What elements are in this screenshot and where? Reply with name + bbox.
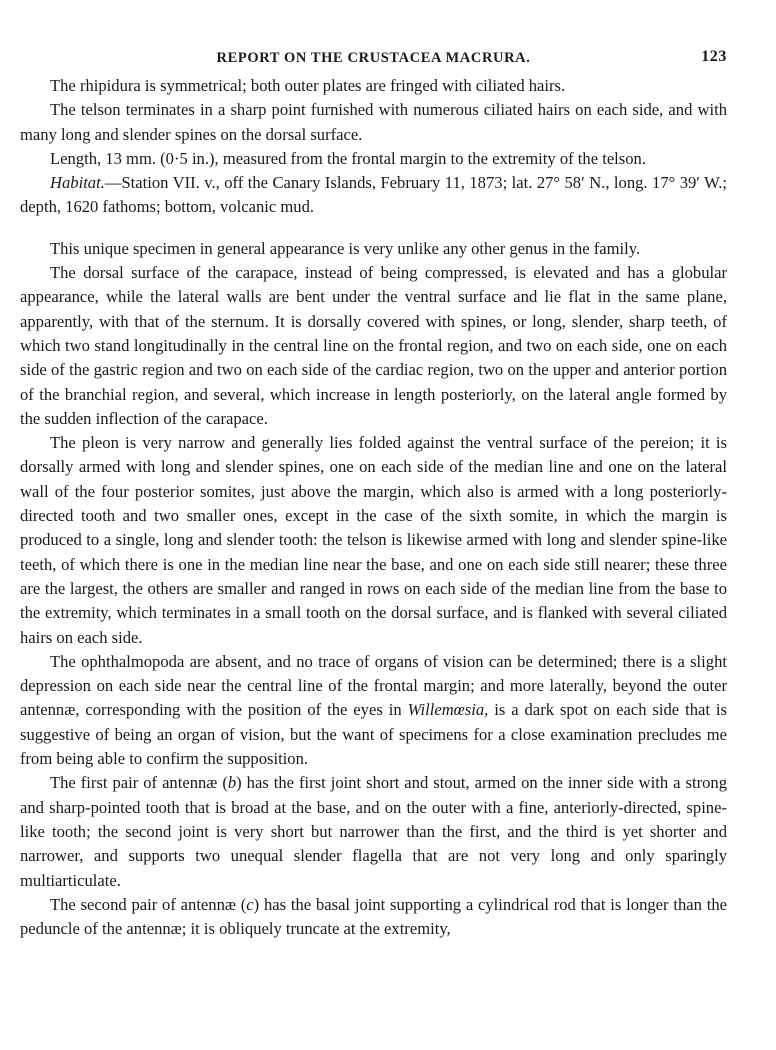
body-text bbox=[20, 74, 727, 941]
paragraph-habitat: Habitat.—Station VII. v., off the Canary Islands, February 11, 1873; lat. 27° 58′ N., long. 17° 39′ W.; depth, 1620 fathoms; bottom, volcanic mud. bbox=[20, 173, 727, 217]
paragraph-pleon: The pleon is very narrow and generally lies folded against the ventral surface of the pereion; it is dorsally armed with long and slender spines, one on each side of the median line and one on the lateral wall of the four posterior somites, just above the margin, which also is armed with a long posteriorly-directed tooth and two smaller ones, except in the case of the sixth somite, in which the margin is produced to a single, long and slender tooth: the telson is likewise armed with long and slender spine-like teeth, of which there is one in the median line near the base, and one on each side still nearer; these three are the largest, the others are smaller and ranged in rows on each side of the median line from the base to the extremity, which terminates in a small tooth on the dorsal surface, and is flanked with several ciliated hairs on each side. bbox=[20, 433, 727, 647]
running-head: REPORT ON THE CRUSTACEA MACRURA. bbox=[216, 50, 531, 66]
genus-name: Willemœsia bbox=[407, 700, 485, 720]
paragraph-carapace: The dorsal surface of the carapace, instead of being compressed, is elevated and has a globular appearance, while the lateral walls are bent under the ventral surface and lie flat in the same plane, apparently, with that of the sternum. It is dorsally covered with spines, or long, slender, sharp teeth, of which two stand longitudinally in the central line on the frontal region, and two on each side, one on each side of the gastric region and two on each side of the cardiac region, two on the upper and anterior portion of the branchial region, and several, which increase in length posteriorly, on the lateral angle formed by the sudden inflection of the carapace. bbox=[20, 263, 727, 428]
paragraph-length: Length, 13 mm. (0·5 in.), measured from the frontal margin to the extremity of the telson. bbox=[50, 148, 646, 168]
page bbox=[20, 40, 727, 941]
paragraph-first-antennae: The first pair of antennæ (b) has the first joint short and stout, armed on the inner side with a strong and sharp-pointed tooth that is broad at the base, and on the outer with a fine, anteriorly-directed, spine-like tooth; the second joint is very short but narrower than the first, and the third is yet shorter and narrower, and supports two unequal slender flagella that are not very long and only sparingly multiarticulate. bbox=[20, 773, 727, 890]
paragraph-rhipidura: The rhipidura is symmetrical; both outer plates are fringed with ciliated hairs. bbox=[50, 76, 566, 95]
paragraph-telson: The telson terminates in a sharp point furnished with numerous ciliated hairs on each side, and with many long and slender spines on the dorsal surface. bbox=[20, 100, 727, 144]
figure-ref-b: b bbox=[227, 773, 237, 793]
figure-ref-c: c bbox=[246, 894, 254, 914]
habitat-label: Habitat. bbox=[50, 173, 105, 193]
paragraph-second-antennae: The second pair of antennæ (c) has the basal joint supporting a cylindrical rod that is longer than the peduncle of the antennæ; it is obliquely truncate at the extremity, bbox=[20, 894, 727, 939]
paragraph-ophthalmopoda: The ophthalmopoda are absent, and no trace of organs of vision can be determined; there is a slight depression on each side near the central line of the frontal margin; and more laterally, beyond the outer antennæ, corresponding with the position of the eyes in Willemœsia, is a dark spot on each side that is suggestive of being an organ of vision, but the want of specimens for a close examination precludes me from being able to confirm the supposition. bbox=[20, 651, 727, 769]
paragraph-general-appearance: This unique specimen in general appearance is very unlike any other genus in the family. bbox=[50, 238, 641, 258]
page-number: 123 bbox=[701, 48, 727, 65]
page-header bbox=[20, 40, 727, 74]
